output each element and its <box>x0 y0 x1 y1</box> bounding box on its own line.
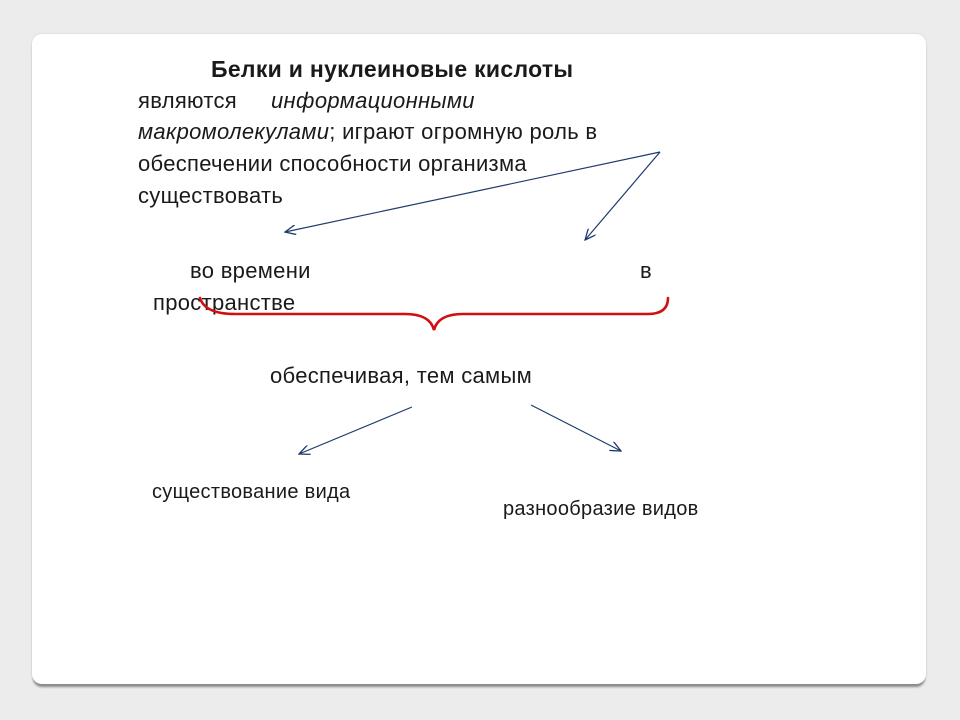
branch-space: пространстве <box>153 290 296 315</box>
intro-line-4: существовать <box>138 183 284 208</box>
slide-title: Белки и нуклеиновые кислоты <box>211 56 574 82</box>
arrow-to-time <box>285 152 660 232</box>
providing-text: обеспечивая, тем самым <box>270 363 533 388</box>
result-species-diversity: разнообразие видов <box>503 498 699 520</box>
arrow-to-existence <box>299 407 412 454</box>
curly-brace <box>200 298 668 330</box>
intro-line-3: обеспечении способности организма <box>138 151 527 176</box>
intro-word-informational: информационными <box>271 88 475 113</box>
intro-word-are: являются <box>138 88 238 113</box>
branch-in-time: во времени <box>190 258 311 283</box>
intro-word-macromolecules: макромолекулами <box>138 119 330 144</box>
intro-role-text: ; играют огромную роль в <box>329 119 598 144</box>
arrow-to-diversity <box>531 405 621 451</box>
result-species-existence: существование вида <box>152 481 351 503</box>
branch-in-space-preposition: в <box>640 258 652 283</box>
